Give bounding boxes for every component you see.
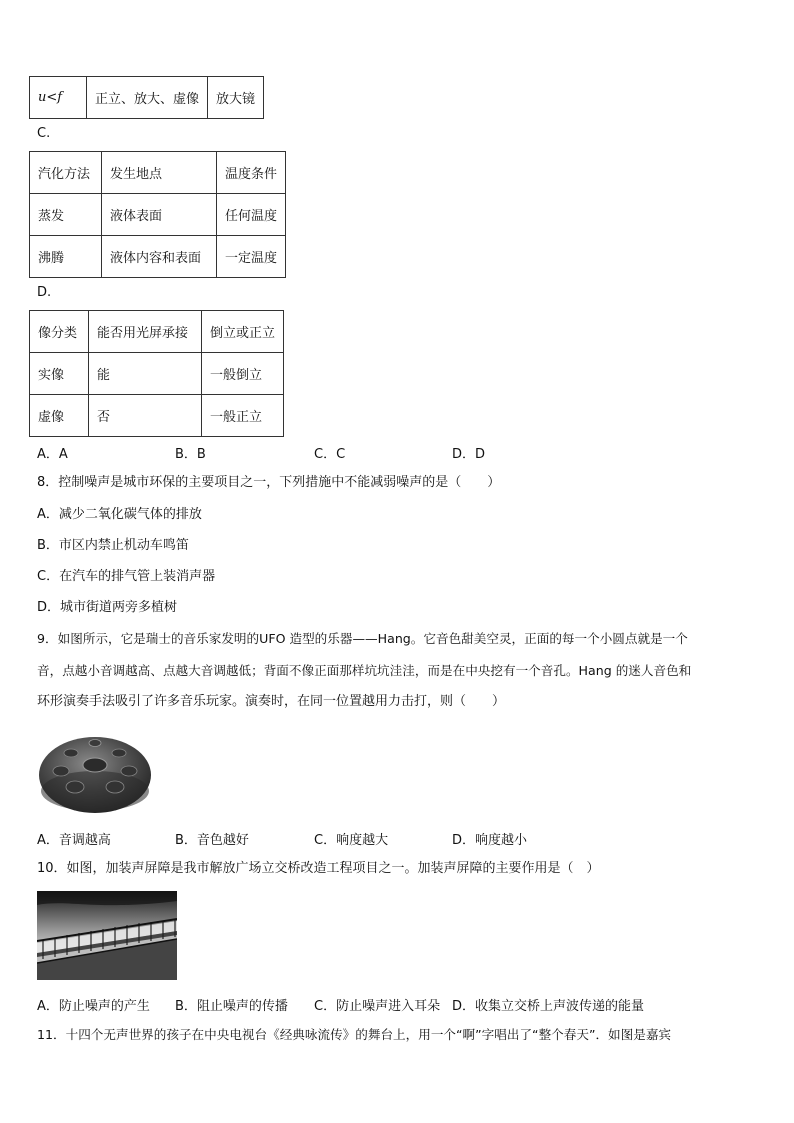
table-cell: 沸腾: [30, 236, 102, 278]
table-cell: 虚像: [30, 395, 89, 437]
q9-stem-line3: 环形演奏手法吸引了许多音乐玩家。演奏时，在同一位置越用力击打，则（ ）: [37, 694, 506, 709]
table-cell: 否: [89, 395, 202, 437]
q8-option-c[interactable]: C．在汽车的排气管上装消声器: [37, 569, 216, 584]
q7-option-a[interactable]: A．A: [37, 447, 68, 462]
q9-stem-line1: 9．如图所示，它是瑞士的音乐家发明的UFO 造型的乐器——Hang。它音色甜美空灵，正面的每一个小圆点就是一个: [37, 631, 688, 646]
q10-option-d[interactable]: D．收集立交桥上声波传递的能量: [452, 999, 645, 1014]
table-cell: 一般倒立: [202, 353, 284, 395]
hang-drum-image: [37, 725, 153, 817]
table-row: [30, 194, 286, 236]
table-row: [30, 353, 284, 395]
q7-option-d[interactable]: D．D: [452, 447, 486, 462]
q7-option-c[interactable]: C．C: [314, 447, 346, 462]
table-cell: 正立、放大、虚像: [87, 77, 208, 119]
table-cell: 汽化方法: [30, 152, 102, 194]
table-cell: 倒立或正立: [202, 311, 284, 353]
table-row: [30, 395, 284, 437]
option-label-c: C.: [37, 126, 51, 141]
table-cell: 温度条件: [217, 152, 286, 194]
q10-option-a[interactable]: A．防止噪声的产生: [37, 999, 150, 1014]
q9-option-b[interactable]: B．音色越好: [175, 833, 249, 848]
q8-option-b[interactable]: B．市区内禁止机动车鸣笛: [37, 538, 189, 553]
q9-option-c[interactable]: C．响度越大: [314, 833, 389, 848]
table-cell: 一般正立: [202, 395, 284, 437]
table-cell: 放大镜: [208, 77, 264, 119]
q11-stem-line1: 11．十四个无声世界的孩子在中央电视台《经典咏流传》的舞台上，用一个“啊”字唱出了“整个春天”．如图是嘉宾: [37, 1027, 672, 1042]
sound-barrier-image: [37, 891, 177, 980]
q9-stem-line2: 音，点越小音调越高、点越大音调越低；背面不像正面那样坑坑洼洼，而是在中央挖有一个音孔。Hang 的迷人音色和: [37, 663, 692, 678]
q9-option-d[interactable]: D．响度越小: [452, 833, 528, 848]
table-row: [30, 311, 284, 353]
table-row: [30, 236, 286, 278]
table-b-fragment: [29, 76, 264, 119]
table-cell: 液体表面: [102, 194, 217, 236]
table-row: [30, 152, 286, 194]
table-cell: 实像: [30, 353, 89, 395]
table-cell: 能: [89, 353, 202, 395]
q7-option-b[interactable]: B．B: [175, 447, 206, 462]
table-cell: 一定温度: [217, 236, 286, 278]
table-cell: 发生地点: [102, 152, 217, 194]
q8-option-a[interactable]: A．减少二氧化碳气体的排放: [37, 507, 202, 522]
table-d: [29, 310, 284, 437]
table-cell: 任何温度: [217, 194, 286, 236]
table-cell: 液体内容和表面: [102, 236, 217, 278]
table-cell: 能否用光屏承接: [89, 311, 202, 353]
q8-stem: 8．控制噪声是城市环保的主要项目之一，下列措施中不能减弱噪声的是（ ）: [37, 475, 501, 490]
q8-option-d[interactable]: D．城市街道两旁多植树: [37, 600, 178, 615]
table-c: [29, 151, 286, 278]
table-row: [30, 77, 264, 119]
table-cell: 蒸发: [30, 194, 102, 236]
table-cell: 像分类: [30, 311, 89, 353]
table-cell: u<f: [30, 77, 87, 119]
q10-option-c[interactable]: C．防止噪声进入耳朵: [314, 999, 441, 1014]
option-label-d: D.: [37, 285, 52, 300]
q10-stem: 10．如图，加装声屏障是我市解放广场立交桥改造工程项目之一。加装声屏障的主要作用是（ ）: [37, 861, 600, 876]
q9-option-a[interactable]: A．音调越高: [37, 833, 111, 848]
q10-option-b[interactable]: B．阻止噪声的传播: [175, 999, 288, 1014]
